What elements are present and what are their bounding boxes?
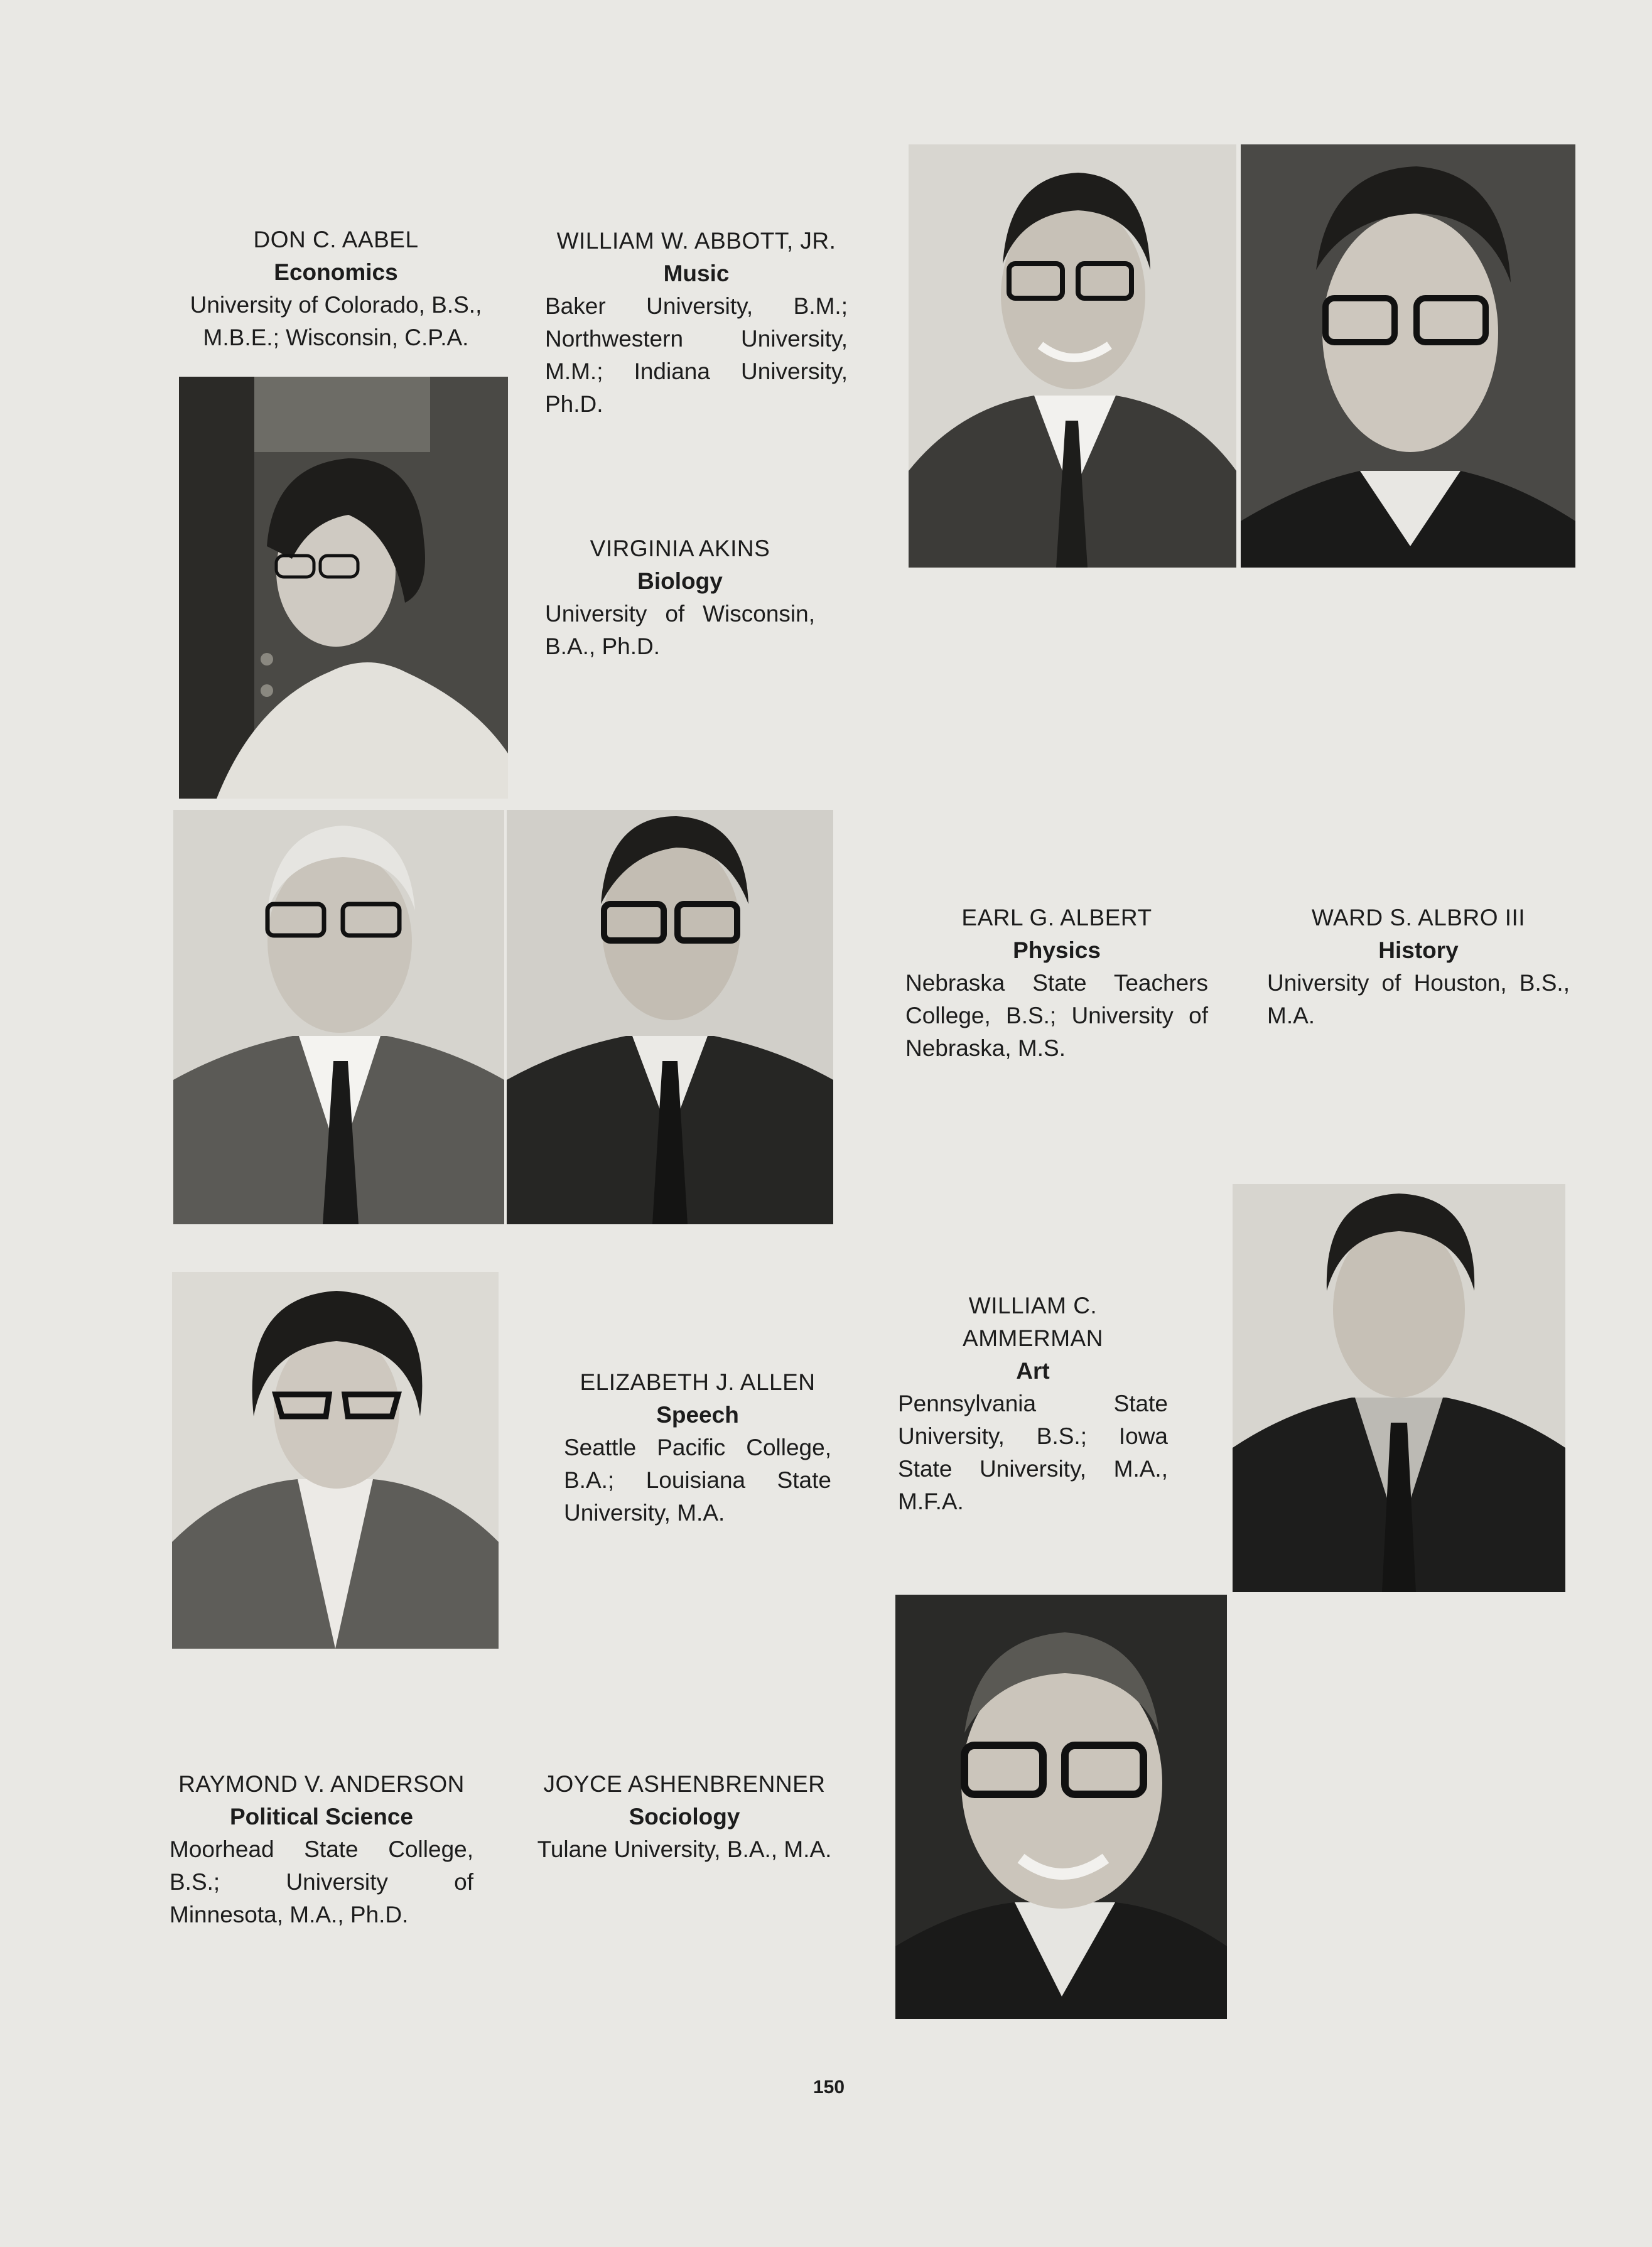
faculty-name: AMMERMAN bbox=[963, 1325, 1103, 1351]
faculty-caption-akins bbox=[545, 532, 815, 663]
faculty-department: Sociology bbox=[629, 1804, 740, 1829]
faculty-caption-anderson bbox=[170, 1768, 473, 1931]
faculty-caption-albert bbox=[905, 902, 1208, 1065]
faculty-degrees: University of Houston, B.S., M.A. bbox=[1267, 970, 1570, 1028]
faculty-name: DON C. AABEL bbox=[253, 227, 419, 252]
faculty-name: WILLIAM C. bbox=[968, 1293, 1098, 1318]
faculty-photo-woman-lab bbox=[179, 377, 508, 799]
faculty-department: Art bbox=[1016, 1358, 1050, 1384]
faculty-department: Physics bbox=[1013, 937, 1101, 963]
faculty-department: Economics bbox=[274, 259, 398, 285]
faculty-caption-allen bbox=[564, 1366, 831, 1529]
faculty-department: Political Science bbox=[229, 1804, 414, 1829]
faculty-degrees: University of Wisconsin, B.A., Ph.D. bbox=[545, 601, 815, 659]
faculty-degrees: Tulane University, B.A., M.A. bbox=[537, 1836, 832, 1862]
faculty-department: Speech bbox=[656, 1402, 739, 1428]
faculty-photo-man-dark-suit bbox=[1241, 144, 1575, 568]
faculty-department: History bbox=[1378, 937, 1459, 963]
faculty-degrees: Nebraska State Teachers College, B.S.; University of Nebraska, M.S. bbox=[905, 970, 1208, 1061]
faculty-degrees: Moorhead State College, B.S.; University of Minnesota, M.A., Ph.D. bbox=[170, 1836, 473, 1927]
faculty-department: Music bbox=[663, 261, 730, 286]
faculty-caption-albro bbox=[1267, 902, 1570, 1032]
faculty-name: RAYMOND V. ANDERSON bbox=[178, 1771, 465, 1797]
faculty-name: JOYCE ASHENBRENNER bbox=[543, 1771, 826, 1797]
faculty-degrees: University of Colorado, B.S., M.B.E.; Wisconsin, C.P.A. bbox=[190, 292, 482, 350]
faculty-photo-man-striped-shirt bbox=[1233, 1184, 1565, 1592]
faculty-caption-abbott bbox=[545, 225, 848, 421]
faculty-photo-woman-glasses bbox=[172, 1272, 499, 1649]
faculty-photo-smiling-man bbox=[895, 1595, 1227, 2019]
faculty-name: ELIZABETH J. ALLEN bbox=[580, 1369, 816, 1395]
faculty-degrees: Baker University, B.M.; Northwestern University, M.M.; Indiana University, Ph.D. bbox=[545, 293, 848, 417]
faculty-name: EARL G. ALBERT bbox=[961, 905, 1152, 930]
faculty-degrees: Pennsylvania State University, B.S.; Iowa State University, M.A., M.F.A. bbox=[898, 1391, 1168, 1514]
faculty-name: WARD S. ALBRO III bbox=[1311, 905, 1526, 930]
faculty-caption-ammerman bbox=[898, 1290, 1168, 1518]
faculty-name: WILLIAM W. ABBOTT, JR. bbox=[556, 228, 836, 254]
faculty-caption-ashenbrenner bbox=[527, 1768, 841, 1866]
faculty-photo-man-smiling bbox=[909, 144, 1236, 568]
faculty-caption-aabel bbox=[182, 224, 490, 354]
faculty-department: Biology bbox=[637, 568, 723, 594]
faculty-name: VIRGINIA AKINS bbox=[590, 536, 770, 561]
faculty-photo-older-man bbox=[173, 810, 504, 1224]
faculty-degrees: Seattle Pacific College, B.A.; Louisiana State University, M.A. bbox=[564, 1435, 831, 1526]
faculty-photo-young-man bbox=[507, 810, 833, 1224]
page-number: 150 bbox=[813, 2077, 845, 2098]
